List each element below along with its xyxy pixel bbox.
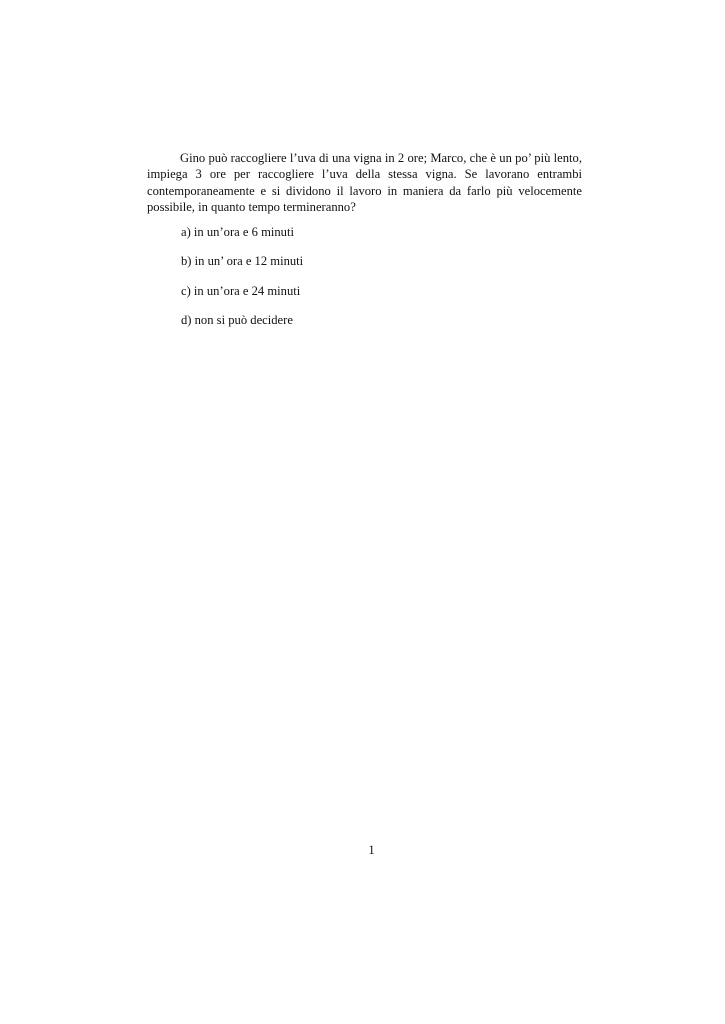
page-number: 1 — [368, 843, 375, 857]
answer-option-d: d) non si può decidere — [181, 312, 293, 327]
answer-options-list — [181, 224, 303, 341]
answer-option-a: a) in un’ora e 6 minuti — [181, 225, 294, 239]
answer-option-b: b) in un’ ora e 12 minuti — [181, 254, 304, 269]
answer-option-c: c) in un’ora e 24 minuti — [181, 283, 301, 298]
question-text: Gino può raccogliere l’uva di una vigna in 2 ore; Marco, che è un po’ più lento, impiega 3 ore per raccogliere l’uva della stessa vigna. Se lavorano entrambi contemporaneamente e si dividono il lavoro in maniera da farlo più velocemente possibile, in quanto tempo termineranno? — [147, 151, 582, 215]
